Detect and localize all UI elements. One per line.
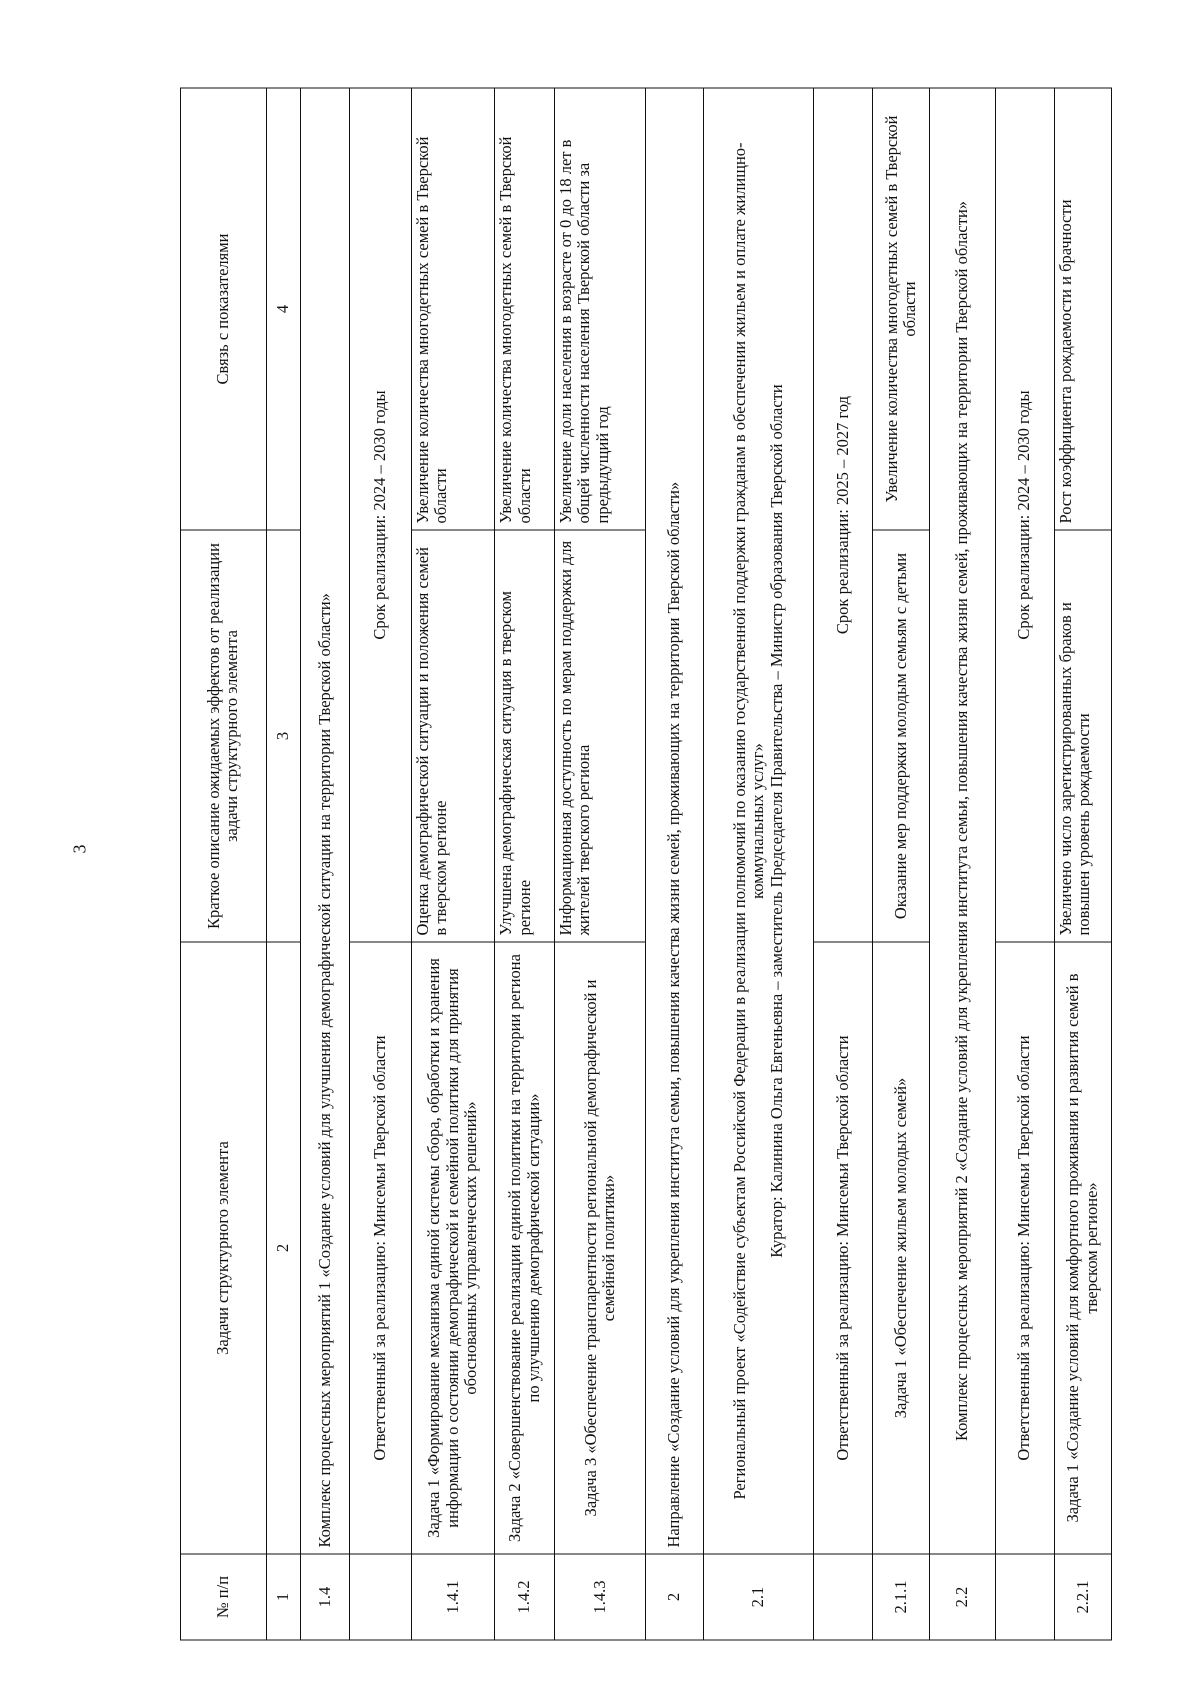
row-number: 1.4.3 [554,1554,646,1640]
colnum-4: 4 [266,88,301,530]
responsible-text: Ответственный за реализацию: Минсемьи Тверской области [350,942,411,1554]
effect-text: Увеличено число зарегистрированных браков и повышен уровень рождаемости [1054,530,1111,942]
table-row-2-1-1 [873,88,930,1640]
effect-text: Оказание мер поддержки молодым семьям с детьми [873,530,930,942]
row-number: 2.1.1 [873,1554,930,1640]
table-row-responsible-3 [995,88,1054,1640]
effect-text: Оценка демографической ситуации и положения семей в тверском регионе [411,530,495,942]
empty-cell [813,1554,872,1640]
table-row-1-4 [301,88,350,1640]
project-title: Региональный проект «Содействие субъектам Российской Федерации в реализации полномочий по оказанию государственной поддержки гражданам в обеспечении жильем и оплате жилищно-коммунальных услуг» [729,142,768,1500]
task-text: Задача 2 «Совершенствование реализации единой политики на территории региона по улучшению демографической ситуации» [495,942,554,1554]
row-number: 2.2 [930,1554,995,1640]
table-row-responsible-1 [350,88,411,1640]
table-row-1-4-3 [554,88,646,1640]
structural-elements-table [180,88,1112,1641]
effect-text: Улучшена демографическая ситуация в тверском регионе [495,530,554,942]
row-number: 2.2.1 [1054,1554,1111,1640]
table-row-2-2 [930,88,995,1640]
link-text: Увеличение количества многодетных семей в Тверской области [873,88,930,530]
link-text: Рост коэффициента рождаемости и брачности [1054,88,1111,530]
column-number-row [266,88,301,1640]
empty-cell [995,1554,1054,1640]
section-title: Комплекс процессных мероприятий 1 «Создание условий для улучшения демографической ситуации на территории Тверской области» [301,88,350,1554]
responsible-text: Ответственный за реализацию: Минсемьи Тверской области [813,942,872,1554]
row-number: 1.4 [301,1554,350,1640]
task-text: Задача 1 «Обеспечение жильем молодых семей» [873,942,930,1554]
header-row [181,88,267,1640]
curator-text: Куратор: Калинина Ольга Евгеньевна – заместитель Председателя Правительства – Министр образования Тверской области [766,384,786,1258]
term-text: Срок реализации: 2024 – 2030 годы [995,88,1054,942]
row-number: 2 [646,1554,703,1640]
link-text: Увеличение количества многодетных семей в Тверской области [495,88,554,530]
term-text: Срок реализации: 2025 – 2027 год [813,88,872,942]
section-title: Направление «Создание условий для укрепления института семьи, повышения качества жизни семей, проживающих на территории Тверской области» [646,88,703,1554]
colnum-3: 3 [266,530,301,942]
effect-text: Информационная доступность по мерам поддержки для жителей тверского региона [554,530,646,942]
link-text: Увеличение доли населения в возрасте от 0 до 18 лет в общей численности населения Тверской области за предыдущий год [554,88,646,530]
header-num: № п/п [181,1554,267,1640]
row-number: 2.1 [703,1554,813,1640]
table-row-2 [646,88,703,1640]
document-area [180,88,1112,1640]
task-text: Задача 3 «Обеспечение транспарентности региональной демографической и семейной политики» [554,942,646,1554]
link-text: Увеличение количества многодетных семей в Тверской области [411,88,495,530]
header-tasks: Задачи структурного элемента [181,942,267,1554]
table-row-1-4-1 [411,88,495,1640]
header-link: Связь с показателями [181,88,267,530]
table-row-2-2-1 [1054,88,1111,1640]
task-text: Задача 1 «Формирование механизма единой системы сбора, обработки и хранения информации о состоянии демографической и семейной политики для принятия обоснованных управленческих решений» [411,942,495,1554]
project-cell [703,88,813,1554]
table-row-2-1 [703,88,813,1640]
section-title: Комплекс процессных мероприятий 2 «Создание условий для укрепления института семьи, повышения качества жизни семей, проживающих на территории Тверской области» [930,88,995,1554]
row-number: 1.4.1 [411,1554,495,1640]
term-text: Срок реализации: 2024 – 2030 годы [350,88,411,942]
header-effects: Краткое описание ожидаемых эффектов от реализации задачи структурного элемента [181,530,267,942]
table-row-1-4-2 [495,88,554,1640]
colnum-1: 1 [266,1554,301,1640]
task-text: Задача 1 «Создание условий для комфортного проживания и развития семей в тверском регионе» [1054,942,1111,1554]
responsible-text: Ответственный за реализацию: Минсемьи Тверской области [995,942,1054,1554]
row-number: 1.4.2 [495,1554,554,1640]
empty-cell [350,1554,411,1640]
colnum-2: 2 [266,942,301,1554]
table-row-responsible-2 [813,88,872,1640]
page-number: 3 [69,844,90,854]
